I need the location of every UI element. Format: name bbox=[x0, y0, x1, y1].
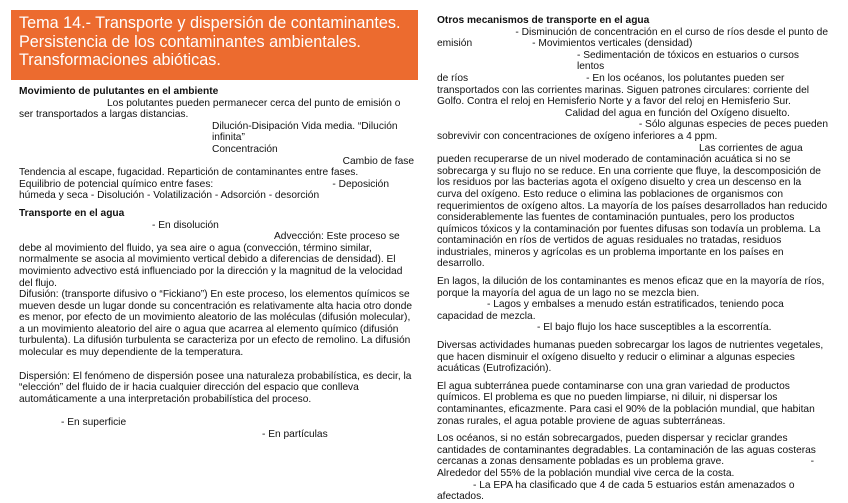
right-column bbox=[437, 15, 828, 503]
paragraph-tendencia: Tendencia al escape, fugacidad. Repartición de contaminantes entre fases. bbox=[19, 167, 359, 179]
title-banner bbox=[11, 10, 418, 80]
heading-transporte-agua: Transporte en el agua bbox=[19, 207, 125, 219]
paragraph-oceanos: Los océanos, si no están sobrecargados, pueden dispersar y reciclar grandes cantidades de contaminantes degradables. La contaminación de las aguas costeras cercanas a zonas densamente pobladas es un problema grave. - bbox=[437, 433, 828, 468]
paragraph-lagos: En lagos, la dilución de los contaminantes es menos eficaz que en la mayoría de ríos, porque la mayoría del agua de un lago no se mezcla bien. bbox=[437, 276, 825, 299]
paragraph-difusion: Difusión: (transporte difusivo o “Fickiano”) En este proceso, los elementos químicos se mueven desde un lugar donde su concentración es relativamente alta hacia otro donde es menor, por efecto de un movimiento aleatorio de las moléculas (difusión molecular), a un movimiento aleatorio del aire o agua que acarrea al elemento químico (difusión turbulenta). La difusión turbulenta se caracteriza por un efecto de remolino. La difusión molecular es muy dependiente de la temperatura. bbox=[19, 289, 413, 359]
item-particulas: - En partículas bbox=[262, 429, 328, 441]
heading-calidad-agua: Calidad del agua en función del Oxígeno disuelto. bbox=[565, 107, 790, 119]
deposicion-text: - Deposición bbox=[332, 178, 389, 190]
item-epa: - La EPA ha clasificado que 4 de cada 5 estuarios están amenazados o afectados. bbox=[437, 479, 795, 503]
item-movimientos-verticales: - Movimientos verticales (densidad) bbox=[532, 38, 693, 50]
line-poblacion-costa: Alrededor del 55% de la población mundial vive cerca de la costa. bbox=[437, 467, 735, 479]
item-embalses: - Lagos y embalses a menudo están estratificados, teniendo poca capacidad de mezcla. bbox=[437, 299, 784, 322]
line-oxigeno: sobrevivir con concentraciones de oxígeno inferiores a 4 ppm. bbox=[437, 130, 718, 142]
line-emision: emisión - Movimientos verticales (densidad) bbox=[437, 38, 693, 50]
paragraph-dispersion: Dispersión: El fenómeno de dispersión posee una naturaleza probabilística, es decir, la “elección” del fluido de ir hacia cualquier dirección del espacio que conlleva automáticamente a una interpretación probabilística del proceso. bbox=[19, 370, 412, 405]
heading-movimiento: Movimiento de pulutantes en el ambiente bbox=[19, 86, 219, 97]
item-oceanos: - En los océanos, los polutantes pueden ser bbox=[586, 72, 785, 84]
paragraph-eutrofizacion: Diversas actividades humanas pueden sobrecargar los lagos de nutrientes vegetales, que hacen disminuir el oxígeno disuelto y reducir o eliminar a algunas especies acuáticas (Eutrofización). bbox=[437, 340, 824, 375]
paragraph-recuperacion: pueden recuperarse de un nivel moderado de contaminación acuática si no se sobrecarga y su flujo no se reduce. En una corriente que fluye, la descomposición de los residuos por las bacterias agota el oxígeno disuelto y crea un descenso en la curva del oxígeno. Esto reduce o elimina las poblaciones de organismos con requerimientos de oxígeno altos. La mayoría de los países desarrollados han reducido considerablemente las fuentes de contaminación puntuales, pero los productos químicos tóxicos y la contaminación por fuentes difusas son todavía un problema. La contaminación en ríos de vertidos de aguas residuales no tratadas, residuos industriales, mineros y agrícolas es un problema importante en los países en desarrollo. bbox=[437, 154, 828, 270]
paragraph-adveccion: Advección: Este proceso se debe al movimiento del fluido, ya sea aire o agua (convección, término similar, normalmente se asocia al movimiento vertical debido a diferencias de densidad). El movimiento advectivo está influenciado por la dirección y la magnitud de la velocidad del flujo. bbox=[19, 231, 403, 289]
line-rios: de ríos - En los océanos, los polutantes pueden ser bbox=[437, 72, 785, 84]
line-corrientes-agua: Las corrientes de agua bbox=[699, 142, 803, 154]
page-title: Tema 14.- Transporte y dispersión de contaminantes. Persistencia de los contaminantes ambientales. Transformaciones abióticas. bbox=[19, 14, 401, 69]
item-disminucion: - Disminución de concentración en el curso de ríos desde el punto de bbox=[515, 26, 828, 38]
paragraph-concentracion: Concentración bbox=[212, 143, 278, 155]
dash-mark: - bbox=[810, 456, 814, 468]
item-peces: - Sólo algunas especies de peces pueden bbox=[638, 119, 828, 131]
item-sedimentacion: - Sedimentación de tóxicos en estuarios o cursos lentos bbox=[577, 49, 799, 73]
paragraph-corrientes-marinas: transportados con las corrientes marinas. Siguen patrones circulares: corriente del Golfo. Contra el reloj en Hemisferio Norte y a favor del reloj en Hemisferio Sur. bbox=[437, 84, 810, 108]
paragraph-agua-subterranea: El agua subterránea puede contaminarse con una gran variedad de productos químicos. El problema es que no pueden limpiarse, ni diluir, ni dispersar los contaminantes, eficazmente. Para casi el 90% de la población mundial, que habitan zonas rurales, el agua potable proviene de aguas subterráneas. bbox=[437, 380, 815, 427]
item-disolucion: - En disolución bbox=[152, 219, 219, 231]
left-column bbox=[19, 86, 414, 441]
paragraph-polutantes: Los polutantes pueden permanecer cerca del punto de emisión o ser transportados a largas distancias. bbox=[19, 97, 401, 121]
paragraph-procesos: húmeda y seca - Disolución - Volatilización - Adsorción - desorción bbox=[19, 190, 320, 202]
item-superficie: - En superficie bbox=[61, 417, 127, 429]
item-bajo-flujo: - El bajo flujo los hace susceptibles a la escorrentía. bbox=[537, 322, 772, 334]
paragraph-cambio-fase: Cambio de fase bbox=[342, 155, 414, 167]
paragraph-dilucion: Dilución-Disipación Vida media. “Dilución infinita” bbox=[212, 120, 398, 144]
paragraph-equilibrio: Equilibrio de potencial químico entre fases: - Deposición bbox=[19, 179, 414, 191]
heading-otros-mecanismos: Otros mecanismos de transporte en el agua bbox=[437, 15, 650, 26]
